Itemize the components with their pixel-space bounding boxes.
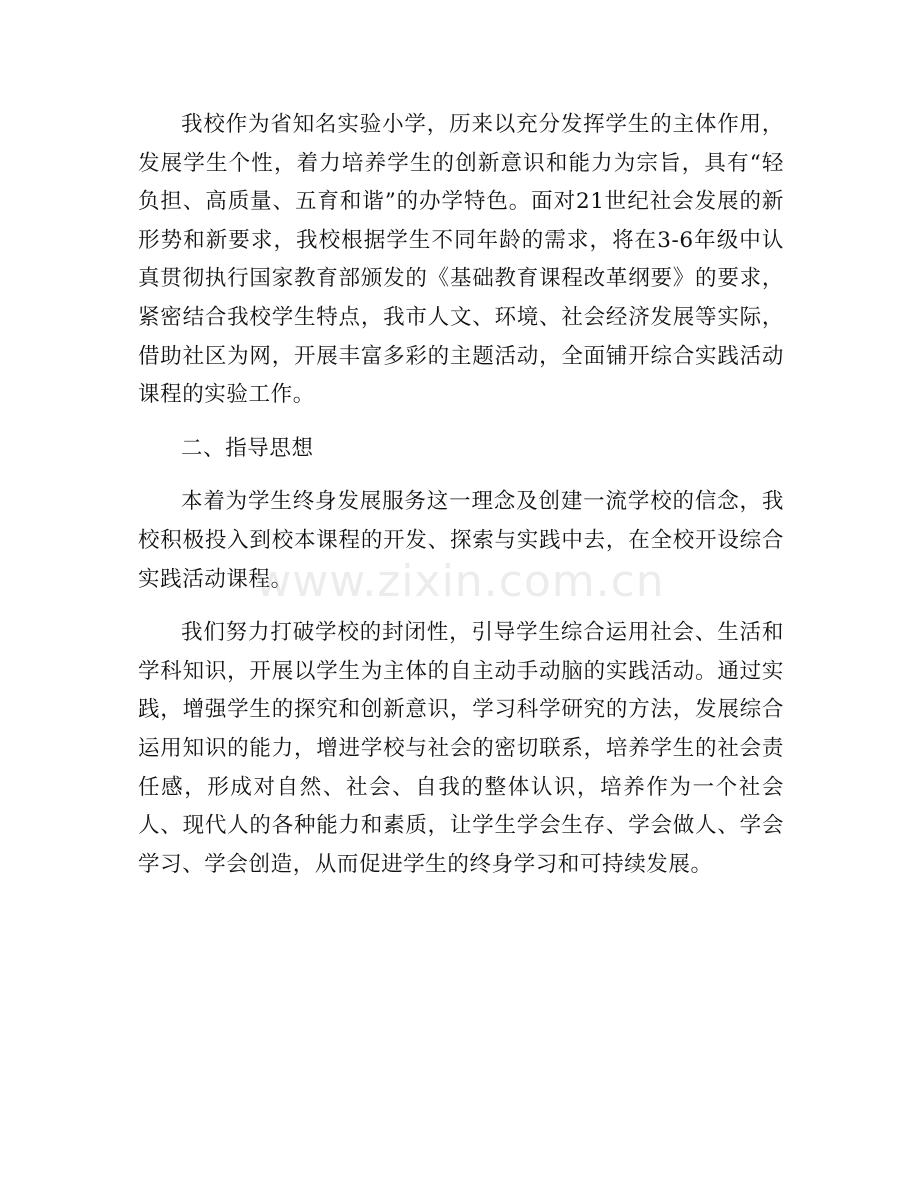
watermark: www.zixin.com.cn: [255, 556, 665, 607]
section-heading: 二、指导思想: [181, 435, 314, 461]
paragraph-guiding-2: 我们努力打破学校的封闭性，引导学生综合运用社会、生活和学科知识，开展以学生为主体的自主动手动脑的实践活动。通过实践，增强学生的探究和创新意识，学习科学研究的方法，发展综合运用知识的能力，增进学校与社会的密切联系，培养学生的社会责任感，形成对自然、社会、自我的整体认识，培养作为一个社会人、现代人的各种能力和素质，让学生学会生存、学会做人、学会学习、学会创造，从而促进学生的终身学习和可持续发展。: [138, 620, 784, 877]
paragraph-intro: 我校作为省知名实验小学，历来以充分发挥学生的主体作用，发展学生个性，着力培养学生的创新意识和能力为宗旨，具有“轻负担、高质量、五育和谐”的办学特色。面对21世纪社会发展的新形势和新要求，我校根据学生不同年龄的需求，将在3-6年级中认真贯彻执行国家教育部颁发的《基础教育课程改革纲要》的要求，紧密结合我校学生特点，我市人文、环境、社会经济发展等实际，借助社区为网，开展丰富多彩的主题活动，全面铺开综合实践活动课程的实验工作。: [138, 112, 784, 408]
paragraph-guiding-1: 本着为学生终身发展服务这一理念及创建一流学校的信念，我校积极投入到校本课程的开发、探索与实践中去，在全校开设综合实践活动课程。: [138, 489, 784, 592]
document-body: [138, 106, 784, 884]
